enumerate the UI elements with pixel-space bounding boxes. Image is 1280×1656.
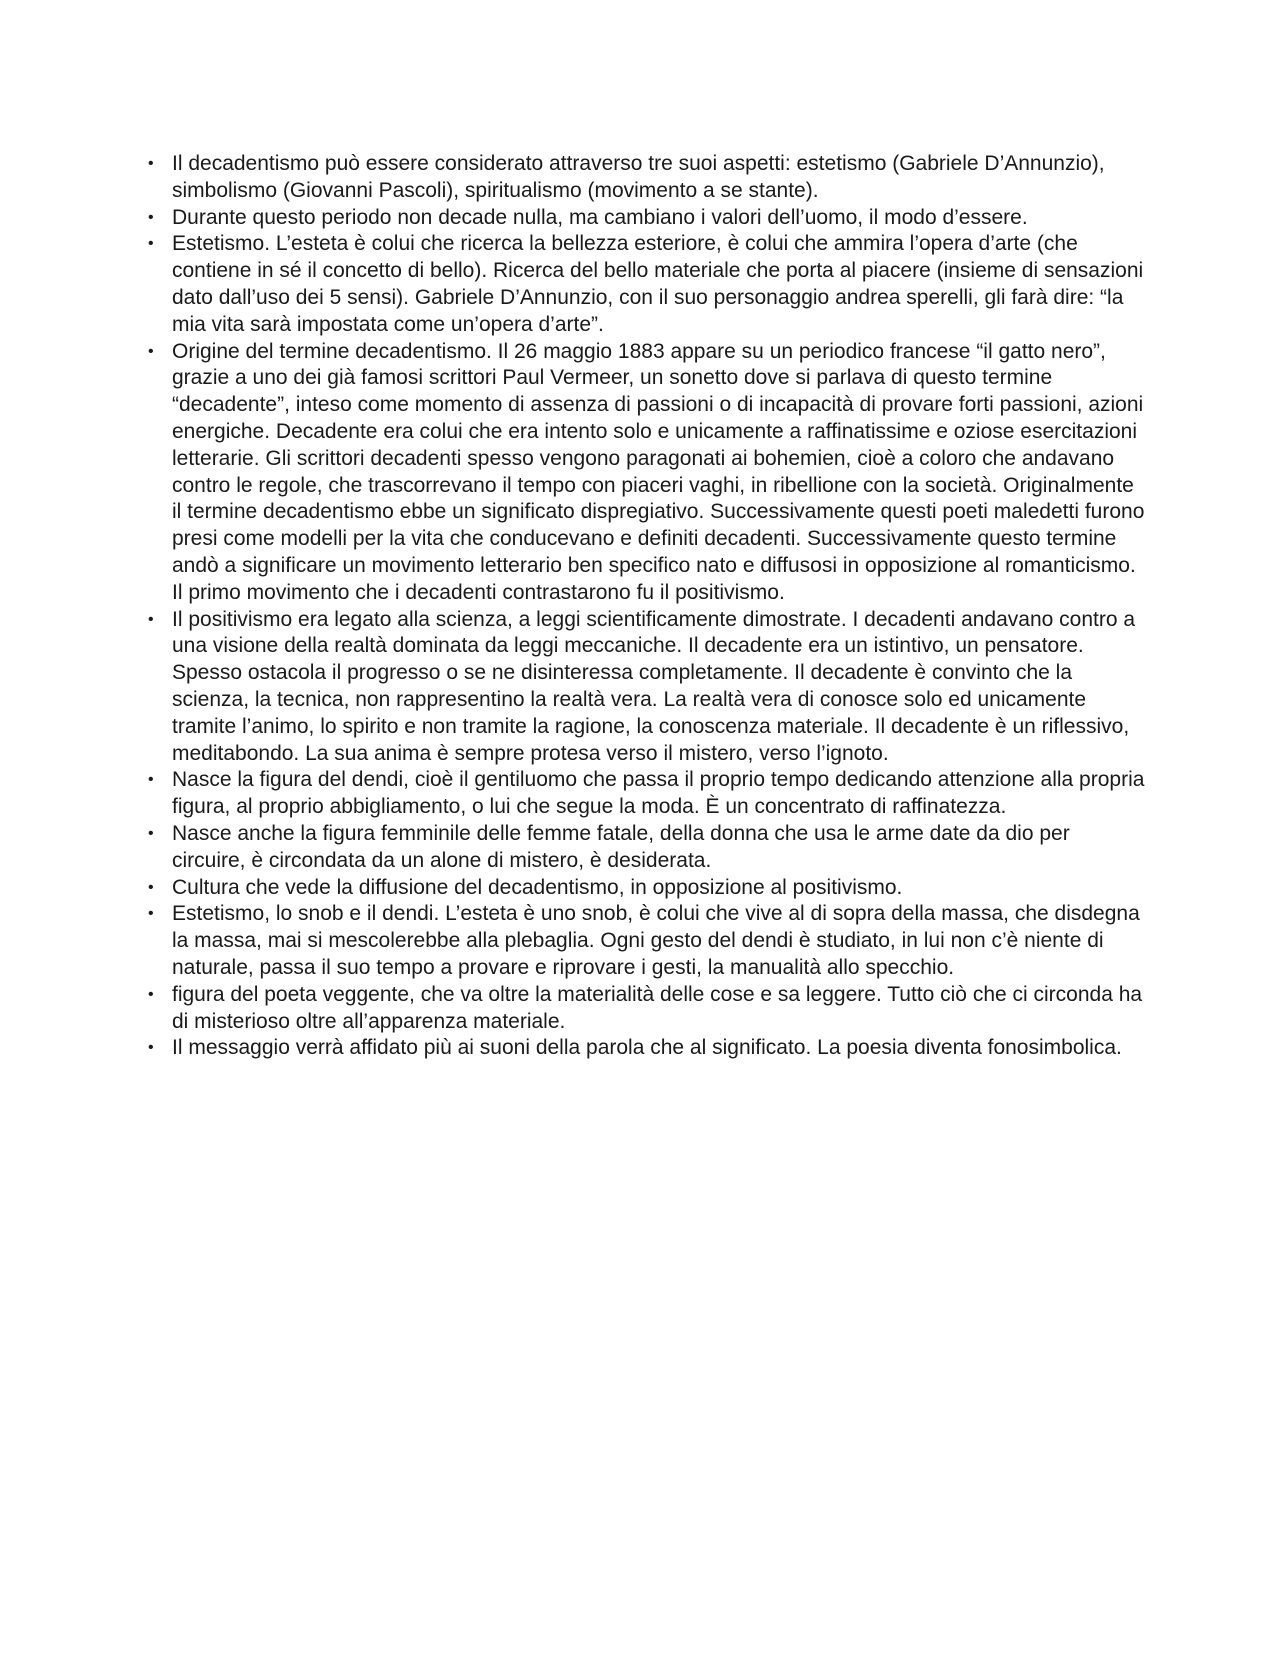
list-item-text: Nasce anche la figura femminile delle femme fatale, della donna che usa le arme date da dio per circuire, è circondata da un alone di mistero, è desiderata.	[172, 821, 1070, 872]
list-item	[146, 151, 1146, 205]
list-item	[146, 767, 1146, 821]
list-item	[146, 982, 1146, 1036]
list-item-text: Nasce la figura del dendi, cioè il gentiluomo che passa il proprio tempo dedicando attenzione alla propria figura, al proprio abbigliamento, o lui che segue la moda. È un concentrato di raffinatezza.	[172, 768, 1145, 819]
bullet-icon: •	[148, 342, 154, 360]
bullet-icon: •	[148, 985, 154, 1003]
bullet-icon: •	[148, 610, 154, 628]
bullet-icon: •	[148, 1039, 154, 1057]
bullet-icon: •	[148, 878, 154, 896]
list-item-text: figura del poeta veggente, che va oltre la materialità delle cose e sa leggere. Tutto ciò che ci circonda ha di misterioso oltre all’apparenza materiale.	[172, 982, 1143, 1033]
list-item-text: Il decadentismo può essere considerato attraverso tre suoi aspetti: estetismo (Gabriele D’Annunzio), simbolismo (Giovanni Pascoli), spiritualismo (movimento a se stante).	[172, 152, 1105, 202]
list-item-text: Il messaggio verrà affidato più ai suoni della parola che al significato. La poesia diventa fonosimbolica.	[172, 1036, 1122, 1060]
list-item	[146, 607, 1146, 768]
list-item-text: Estetismo, lo snob e il dendi. L’esteta è uno snob, è colui che vive al di sopra della massa, che disdegna la massa, mai si mescolerebbe alla plebaglia. Ogni gesto del dendi è studiato, in lui non c’è niente di naturale, passa il suo tempo a provare e riprovare i gesti, la manualità allo specchio.	[172, 902, 1140, 979]
bullet-icon: •	[148, 771, 154, 789]
bullet-icon: •	[148, 155, 154, 172]
list-item-text: Il positivismo era legato alla scienza, a leggi scientificamente dimostrate. I decadenti andavano contro a una visione della realtà dominata da leggi meccaniche. Il decadente era un istintivo, un pensatore. Spesso ostacola il progresso o se ne disinteressa completamente. Il decadente è convinto che la scienza, la tecnica, non rappresentino la realtà vera. La realtà vera di conosce solo ed unicamente tramite l’animo, lo spirito e non tramite la ragione, la conoscenza materiale. Il decadente è un riflessivo, meditabondo. La sua anima è sempre protesa verso il mistero, verso l’ignoto.	[172, 607, 1136, 765]
bullet-icon: •	[148, 235, 154, 253]
list-item	[146, 875, 1146, 902]
bullet-icon: •	[148, 905, 154, 923]
bullet-icon: •	[148, 208, 154, 226]
list-item-text: Durante questo periodo non decade nulla, ma cambiano i valori dell’uomo, il modo d’essere.	[172, 205, 1028, 229]
list-item	[146, 339, 1146, 607]
list-item	[146, 901, 1146, 981]
list-item	[146, 231, 1146, 338]
list-item	[146, 821, 1146, 875]
list-item	[146, 1035, 1146, 1062]
bullet-list	[146, 151, 1146, 1062]
list-item	[146, 205, 1146, 232]
list-item-text: Origine del termine decadentismo. Il 26 maggio 1883 appare su un periodico francese “il gatto nero”, grazie a uno dei già famosi scrittori Paul Vermeer, un sonetto dove si parlava di questo termine “decadente”, inteso come momento di assenza di passioni o di incapacità di provare forti passioni, azioni energiche. Decadente era colui che era intento solo e unicamente a raffinatissime e oziose esercitazioni letterarie. Gli scrittori decadenti spesso vengono paragonati ai bohemien, cioè a coloro che andavano contro le regole, che trascorrevano il tempo con piaceri vaghi, in ribellione con la società. Originalmente il termine decadentismo ebbe un significato dispregiativo. Successivamente questi poeti maledetti furono presi come modelli per la vita che conducevano e definiti decadenti. Successivamente questo termine andò a significare un movimento letterario ben specifico nato e diffusosi in opposizione al romanticismo. Il primo movimento che i decadenti contrastarono fu il positivismo.	[172, 339, 1145, 604]
bullet-icon: •	[148, 824, 154, 842]
list-item-text: Cultura che vede la diffusione del decadentismo, in opposizione al positivismo.	[172, 875, 903, 899]
list-item-text: Estetismo. L’esteta è colui che ricerca la bellezza esteriore, è colui che ammira l’opera d’arte (che contiene in sé il concetto di bello). Ricerca del bello materiale che porta al piacere (insieme di sensazioni dato dall’uso dei 5 sensi). Gabriele D’Annunzio, con il suo personaggio andrea sperelli, gli farà dire: “la mia vita sarà impostata come un’opera d’arte”.	[172, 232, 1144, 336]
